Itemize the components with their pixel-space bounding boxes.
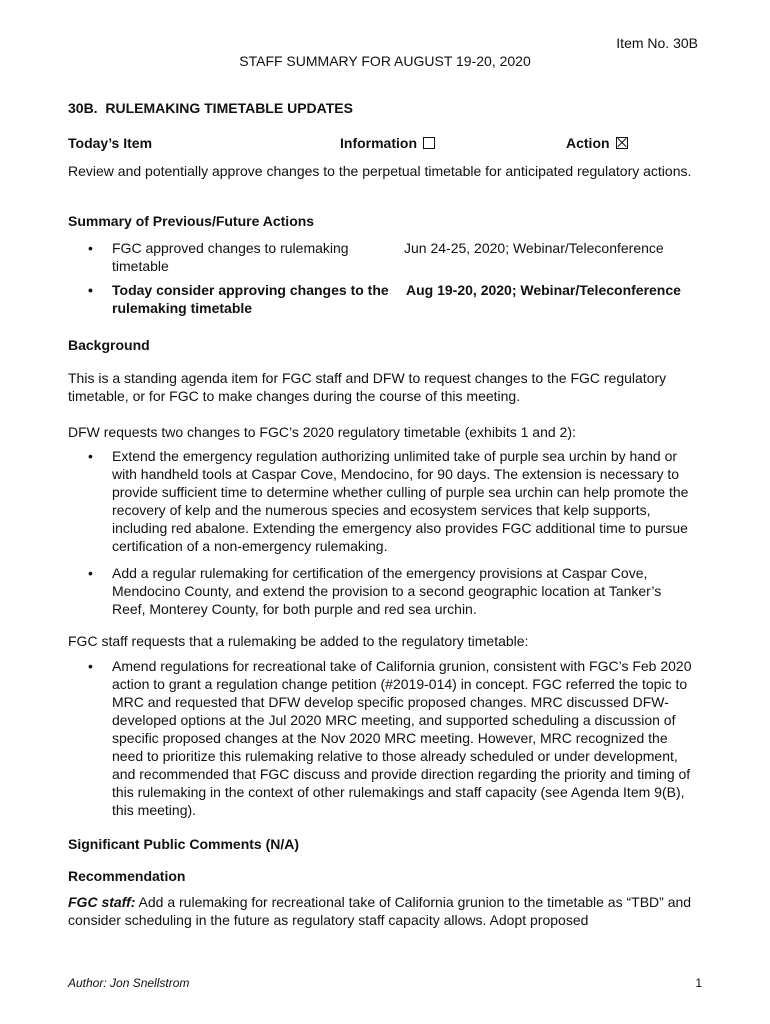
page-number: 1 [695, 976, 702, 990]
summary-date: Jun 24-25, 2020; Webinar/Teleconference [404, 240, 664, 256]
bullet-icon: • [88, 448, 93, 464]
dfw-bullet-text: Add a regular rulemaking for certification of the emergency provisions at Caspar Cove, Mendocino County, and extend the provision to a second geographic location at Tanker’s Reef, Monterey County, for both purple and red sea urchin. [112, 565, 662, 617]
bullet-icon: • [88, 282, 93, 298]
dfw-bullet-text: Extend the emergency regulation authorizing unlimited take of purple sea urchin by hand or with handheld tools at Caspar Cove, Mendocino, for 90 days. The extension is necessary to provide sufficient time to determine whether culling of purple sea urchin can help promote the recovery of kelp and the numerous species and ecosystem services that kelp supports, including red abalone. Extending the emergency also provides FGC additional time to pursue certification of a non-emergency rulemaking. [112, 448, 689, 554]
action-label: Action [566, 135, 610, 151]
section-title: 30B. RULEMAKING TIMETABLE UPDATES [68, 100, 353, 116]
information-option [340, 134, 435, 152]
bullet-icon: • [88, 240, 93, 256]
staff-summary-title: STAFF SUMMARY FOR AUGUST 19-20, 2020 [239, 53, 531, 69]
intro-paragraph: Review and potentially approve changes to the perpetual timetable for anticipated regulatory actions. [68, 163, 692, 179]
background-heading: Background [68, 337, 150, 353]
summary-action: FGC approved changes to rulemaking timetable [112, 240, 349, 274]
summary-date: Aug 19-20, 2020; Webinar/Teleconference [406, 282, 681, 298]
recommendation-heading: Recommendation [68, 868, 186, 884]
fgc-bullet-text: Amend regulations for recreational take of California grunion, consistent with FGC’s Feb 2020 action to grant a regulation change petition (#2019-014) in concept. FGC referred the topic to MRC and requested that DFW develop specific proposed changes. MRC discussed DFW-developed options at the Jul 2020 MRC meeting, and supported scheduling a discussion of specific proposed changes at the Nov 2020 MRC meeting. However, MRC recognized the need to prioritize this rulemaking relative to those already scheduled or under development, and recommended that FGC discuss and provide direction regarding the priority and timing of this rulemaking in the context of other rulemakings and staff capacity (see Agenda Item 9(B), this meeting). [112, 658, 692, 818]
dfw-request-intro: DFW requests two changes to FGC’s 2020 regulatory timetable (exhibits 1 and 2): [68, 424, 576, 440]
summary-action: Today consider approving changes to the rulemaking timetable [112, 282, 389, 316]
action-option [566, 134, 628, 152]
todays-item-label: Today’s Item [68, 135, 153, 151]
footer-author: Author: Jon Snellstrom [68, 976, 190, 990]
summary-heading: Summary of Previous/Future Actions [68, 213, 315, 229]
public-comments-heading: Significant Public Comments (N/A) [68, 836, 300, 852]
checked-box-icon [616, 137, 628, 149]
recommendation-paragraph [68, 893, 718, 929]
information-label: Information [340, 135, 417, 151]
bullet-icon: • [88, 658, 93, 674]
background-paragraph: This is a standing agenda item for FGC staff and DFW to request changes to the FGC regulatory timetable, or for FGC to make changes during the course of this meeting. [68, 370, 667, 404]
item-number: Item No. 30B [616, 35, 698, 51]
fgc-request-intro: FGC staff requests that a rulemaking be added to the regulatory timetable: [68, 633, 529, 649]
recommendation-lead: FGC staff: [68, 894, 136, 910]
recommendation-text: Add a rulemaking for recreational take of California grunion to the timetable as “TBD” and consider scheduling in the future as regulatory staff capacity allows. Adopt proposed [68, 894, 692, 928]
bullet-icon: • [88, 565, 93, 581]
unchecked-box-icon [423, 137, 435, 149]
